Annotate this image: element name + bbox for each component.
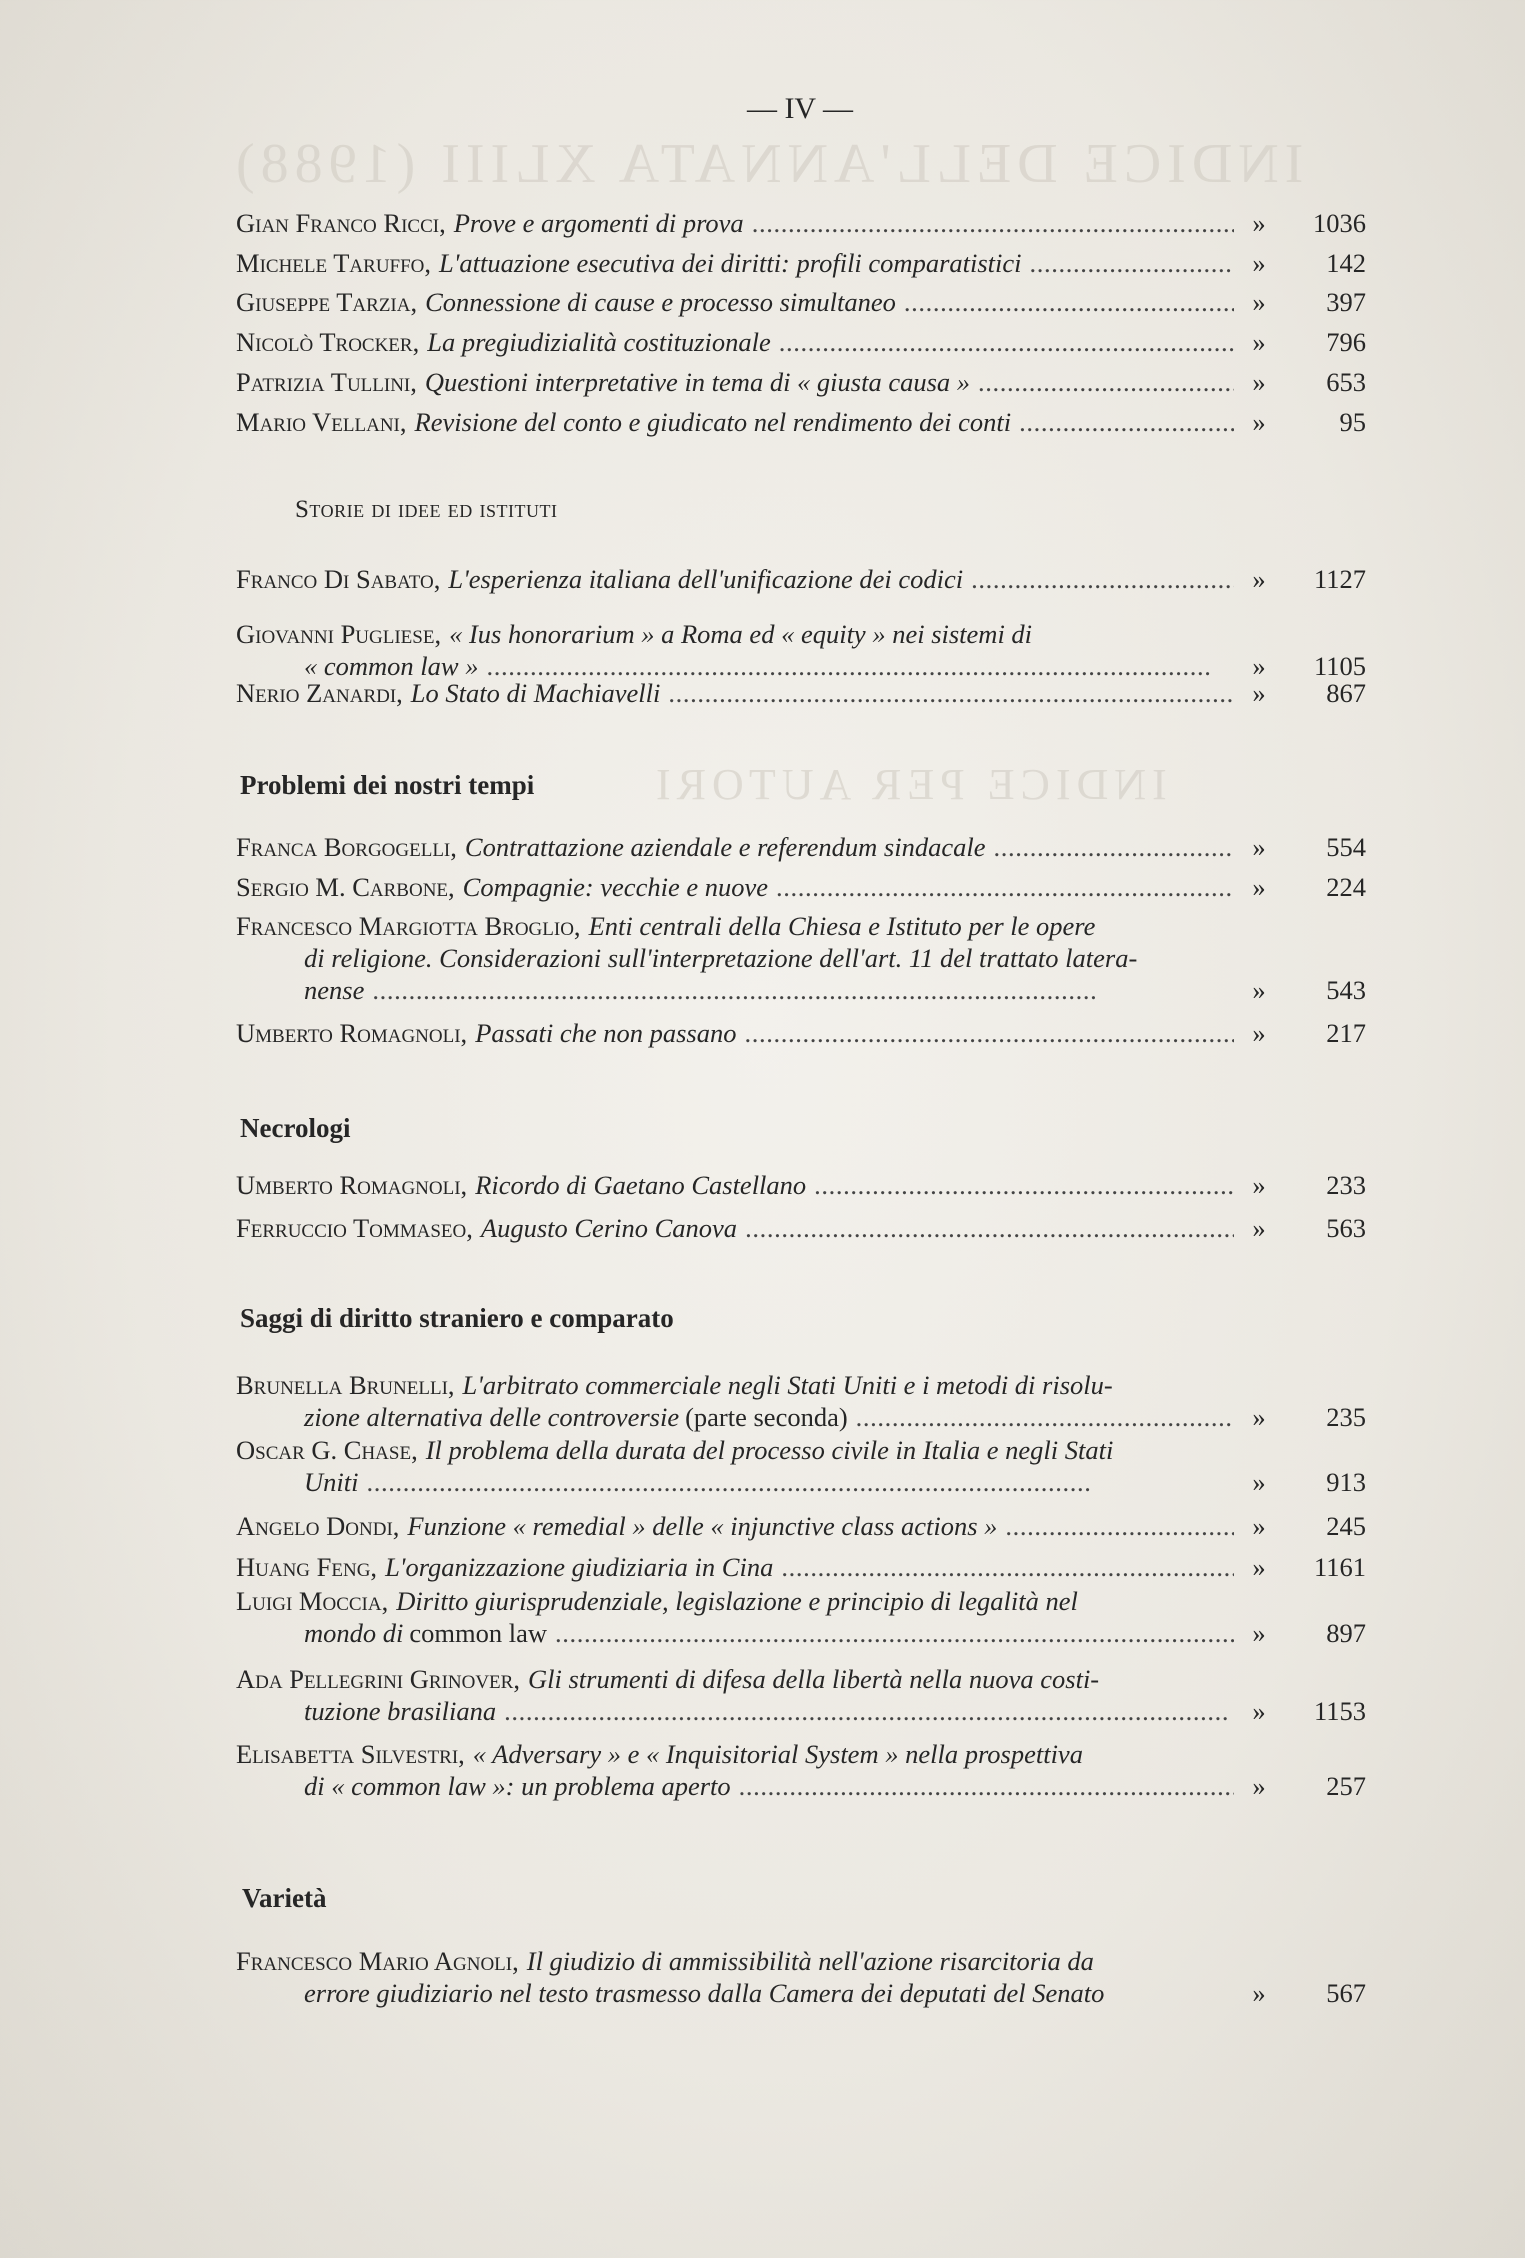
- entry-title: L'arbitrato commerciale negli Stati Uniti e i metodi di risolu-: [462, 1370, 1113, 1400]
- toc-entry: [236, 326, 1366, 358]
- page-marker: »: [1252, 678, 1266, 708]
- toc-entry: [236, 1585, 1366, 1649]
- dot-leader: [993, 831, 1234, 863]
- page-marker: »: [1252, 832, 1266, 862]
- entry-page-number: 1161: [1313, 1552, 1366, 1582]
- section-heading: Necrologi: [240, 1113, 351, 1143]
- dot-leader: [739, 1770, 1234, 1802]
- entry-page-number: 897: [1326, 1618, 1366, 1648]
- page-marker: »: [1252, 287, 1266, 317]
- page-marker: »: [1252, 1170, 1266, 1200]
- dot-leader: [745, 1212, 1234, 1244]
- toc-entry-line: [236, 1663, 1366, 1695]
- toc-entry: [236, 871, 1366, 903]
- page-marker: »: [1252, 1511, 1266, 1541]
- entry-author: Luigi Moccia,: [236, 1586, 389, 1616]
- toc-entry: [236, 406, 1366, 438]
- entry-author: Gian Franco Ricci,: [236, 208, 446, 238]
- page-marker: »: [1252, 248, 1266, 278]
- dot-leader: [1019, 406, 1234, 438]
- toc-entry-line: [236, 942, 1366, 974]
- toc-entry-line: [236, 677, 1366, 709]
- toc-entry-line: [236, 563, 1366, 595]
- entry-title: zione alternativa delle controversie: [304, 1402, 680, 1432]
- entry-title: Passati che non passano: [475, 1018, 737, 1048]
- toc-entry: [236, 366, 1366, 398]
- dot-leader: [1005, 1510, 1234, 1542]
- toc-entry-line: [236, 207, 1366, 239]
- entry-page-number: 224: [1326, 872, 1366, 902]
- entry-title: Il giudizio di ammissibilità nell'azione risarcitoria da: [526, 1946, 1094, 1976]
- toc-entry-line: [236, 1510, 1366, 1542]
- page-marker: »: [1252, 651, 1266, 681]
- toc-entry: [236, 1663, 1366, 1727]
- entry-author: Giuseppe Tarzia,: [236, 287, 418, 317]
- toc-entry-line: [236, 910, 1366, 942]
- entry-title: Revisione del conto e giudicato nel rendimento dei conti: [414, 407, 1012, 437]
- toc-entry: [236, 1169, 1366, 1201]
- toc-entry: [236, 1551, 1366, 1583]
- toc-entry-line: [236, 1585, 1366, 1617]
- entry-title: Connessione di cause e processo simultaneo: [425, 287, 896, 317]
- entry-author: Francesco Margiotta Broglio,: [236, 911, 581, 941]
- toc-entry-line: [236, 1212, 1366, 1244]
- entry-title: tuzione brasiliana: [304, 1696, 497, 1726]
- entry-page-number: 1127: [1313, 564, 1366, 594]
- entry-page-number: 1105: [1313, 651, 1366, 681]
- dot-leader: [745, 1017, 1235, 1049]
- toc-entry: [236, 1510, 1366, 1542]
- page-marker: »: [1252, 1618, 1266, 1648]
- entry-page-number: 554: [1326, 832, 1366, 862]
- entry-author: Ferruccio Tommaseo,: [236, 1213, 473, 1243]
- dot-leader: [752, 207, 1234, 239]
- entry-title-upright: common law: [409, 1618, 547, 1648]
- dot-leader: [1030, 247, 1234, 279]
- toc-entry-line: [236, 1695, 1366, 1727]
- entry-title: L'organizzazione giudiziaria in Cina: [385, 1552, 774, 1582]
- toc-entry-line: [236, 1551, 1366, 1583]
- entry-author: Giovanni Pugliese,: [236, 619, 442, 649]
- toc-entry-line: [236, 1369, 1366, 1401]
- dot-leader: [904, 286, 1234, 318]
- entry-title: L'attuazione esecutiva dei diritti: profili comparatistici: [439, 248, 1022, 278]
- entry-title: Il problema della durata del processo civile in Italia e negli Stati: [425, 1435, 1114, 1465]
- entry-page-number: 913: [1326, 1467, 1366, 1497]
- entry-title: La pregiudizialità costituzionale: [427, 327, 771, 357]
- entry-title: Uniti: [304, 1467, 359, 1497]
- dot-leader: [555, 1617, 1234, 1649]
- page-marker: »: [1252, 1402, 1266, 1432]
- entry-page-number: 796: [1326, 327, 1366, 357]
- toc-entry-line: [236, 974, 1366, 1006]
- entry-author: Nicolò Trocker,: [236, 327, 420, 357]
- toc-entry: [236, 910, 1366, 1006]
- toc-entry: [236, 618, 1366, 682]
- entry-author: Ada Pellegrini Grinover,: [236, 1664, 520, 1694]
- entry-title: mondo di: [304, 1618, 404, 1648]
- page-marker: »: [1252, 367, 1266, 397]
- toc-entry: [236, 1212, 1366, 1244]
- entry-title: di « common law »: un problema aperto: [304, 1771, 731, 1801]
- toc-entry: [236, 1369, 1366, 1433]
- entry-title: Compagnie: vecchie e nuove: [462, 872, 768, 902]
- page-marker: »: [1252, 1771, 1266, 1801]
- entry-author: Umberto Romagnoli,: [236, 1018, 468, 1048]
- entry-author: Francesco Mario Agnoli,: [236, 1946, 519, 1976]
- section-heading: Saggi di diritto straniero e comparato: [240, 1303, 674, 1333]
- dot-leader: [776, 871, 1234, 903]
- entry-author: Franca Borgogelli,: [236, 832, 457, 862]
- entry-page-number: 563: [1326, 1213, 1366, 1243]
- entry-page-number: 245: [1326, 1511, 1366, 1541]
- toc-entry: [236, 1738, 1366, 1802]
- toc-entry-line: [236, 1434, 1366, 1466]
- dot-leader: [366, 1466, 1234, 1498]
- entry-author: Michele Taruffo,: [236, 248, 432, 278]
- dot-leader: [781, 1551, 1234, 1583]
- entry-title: Ricordo di Gaetano Castellano: [475, 1170, 807, 1200]
- entry-title: « common law »: [304, 651, 479, 681]
- entry-title: Lo Stato di Machiavelli: [410, 678, 661, 708]
- dot-leader: [668, 677, 1234, 709]
- entry-title: nense: [304, 975, 365, 1005]
- toc-entry-line: [236, 1945, 1366, 1977]
- entry-author: Umberto Romagnoli,: [236, 1170, 468, 1200]
- page-marker: »: [1252, 208, 1266, 238]
- bleedthrough-subheader: INDICE PER AUTORI: [650, 760, 1167, 809]
- toc-entry: [236, 247, 1366, 279]
- entry-title: Gli strumenti di difesa della libertà nella nuova costi-: [527, 1664, 1100, 1694]
- entry-page-number: 142: [1326, 248, 1366, 278]
- toc-entry-line: [236, 871, 1366, 903]
- dot-leader: [814, 1169, 1234, 1201]
- entry-page-number: 233: [1326, 1170, 1366, 1200]
- entry-title: « Ius honorarium » a Roma ed « equity » nei sistemi di: [449, 619, 1033, 649]
- toc-entry-line: [236, 406, 1366, 438]
- entry-page-number: 235: [1326, 1402, 1366, 1432]
- entry-title-upright: (parte seconda): [685, 1402, 848, 1432]
- toc-entry-line: [236, 366, 1366, 398]
- toc-entry-line: [236, 326, 1366, 358]
- toc-entry: [236, 1017, 1366, 1049]
- page-marker: »: [1252, 1213, 1266, 1243]
- entry-page-number: 397: [1326, 287, 1366, 317]
- dot-leader: [779, 326, 1234, 358]
- dot-leader: [978, 366, 1234, 398]
- dot-leader: [856, 1401, 1234, 1433]
- page-marker: »: [1252, 1552, 1266, 1582]
- entry-title: Questioni interpretative in tema di « giusta causa »: [424, 367, 971, 397]
- entry-author: Brunella Brunelli,: [236, 1370, 455, 1400]
- toc-entry: [236, 831, 1366, 863]
- entry-page-number: 543: [1326, 975, 1366, 1005]
- entry-page-number: 95: [1339, 407, 1366, 437]
- page-marker: »: [1252, 1696, 1266, 1726]
- entry-title: Diritto giurisprudenziale, legislazione e principio di legalità nel: [396, 1586, 1078, 1616]
- toc-entry-line: [236, 618, 1366, 650]
- section-heading: Varietà: [242, 1883, 327, 1913]
- page-number-folio: — IV —: [746, 92, 854, 125]
- entry-page-number: 1153: [1313, 1696, 1366, 1726]
- entry-page-number: 1036: [1313, 208, 1366, 238]
- entry-author: Sergio M. Carbone,: [236, 872, 455, 902]
- toc-entry-line: [236, 1169, 1366, 1201]
- entry-page-number: 217: [1326, 1018, 1366, 1048]
- entry-title: Augusto Cerino Canova: [480, 1213, 738, 1243]
- entry-author: Patrizia Tullini,: [236, 367, 417, 397]
- page-marker: »: [1252, 327, 1266, 357]
- entry-author: Mario Vellani,: [236, 407, 407, 437]
- toc-entry-line: [236, 831, 1366, 863]
- toc-entry: [236, 1945, 1366, 2009]
- entry-author: Oscar G. Chase,: [236, 1435, 418, 1465]
- entry-title: Contrattazione aziendale e referendum sindacale: [464, 832, 986, 862]
- toc-entry-line: [236, 1738, 1366, 1770]
- dot-leader: [504, 1695, 1234, 1727]
- section-heading: Problemi dei nostri tempi: [240, 770, 535, 800]
- toc-entry-line: [236, 247, 1366, 279]
- entry-author: Huang Feng,: [236, 1552, 378, 1582]
- page-marker: »: [1252, 407, 1266, 437]
- toc-entry-line: [236, 1617, 1366, 1649]
- entry-page-number: 653: [1326, 367, 1366, 397]
- entry-author: Elisabetta Silvestri,: [236, 1739, 465, 1769]
- toc-entry: [236, 207, 1366, 239]
- toc-entry-line: [236, 1770, 1366, 1802]
- toc-entry: [236, 286, 1366, 318]
- toc-entry: [236, 1434, 1366, 1498]
- entry-title: L'esperienza italiana dell'unificazione dei codici: [448, 564, 964, 594]
- entry-title: Funzione « remedial » delle « injunctive class actions »: [407, 1511, 998, 1541]
- entry-title: Enti centrali della Chiesa e Istituto per le opere: [588, 911, 1096, 941]
- entry-page-number: 867: [1326, 678, 1366, 708]
- page-marker: »: [1252, 975, 1266, 1005]
- page-marker: »: [1252, 1467, 1266, 1497]
- entry-author: Franco Di Sabato,: [236, 564, 441, 594]
- entry-author: Nerio Zanardi,: [236, 678, 403, 708]
- page-marker: »: [1252, 872, 1266, 902]
- toc-entry-line: [236, 1466, 1366, 1498]
- toc-entry-line: [236, 286, 1366, 318]
- page-marker: »: [1252, 1978, 1266, 2008]
- entry-page-number: 257: [1326, 1771, 1366, 1801]
- entry-title: Prove e argomenti di prova: [453, 208, 744, 238]
- section-heading: Storie di idee ed istituti: [295, 496, 558, 523]
- toc-entry-line: [236, 1401, 1366, 1433]
- entry-title: « Adversary » e « Inquisitorial System » nella prospettiva: [472, 1739, 1083, 1769]
- toc-entry: [236, 563, 1366, 595]
- dot-leader: [372, 974, 1234, 1006]
- bleedthrough-header: INDICE DELL'ANNATA XLIII (1988): [230, 133, 1304, 195]
- entry-title: di religione. Considerazioni sull'interpretazione dell'art. 11 del trattato latera-: [304, 943, 1138, 973]
- toc-entry-line: [236, 1977, 1366, 2009]
- entry-author: Angelo Dondi,: [236, 1511, 400, 1541]
- toc-entry: [236, 677, 1366, 709]
- entry-page-number: 567: [1326, 1978, 1366, 2008]
- page-marker: »: [1252, 1018, 1266, 1048]
- entry-title: errore giudiziario nel testo trasmesso dalla Camera dei deputati del Senato: [304, 1978, 1105, 2008]
- toc-entry-line: [236, 1017, 1366, 1049]
- page-marker: »: [1252, 564, 1266, 594]
- dot-leader: [971, 563, 1234, 595]
